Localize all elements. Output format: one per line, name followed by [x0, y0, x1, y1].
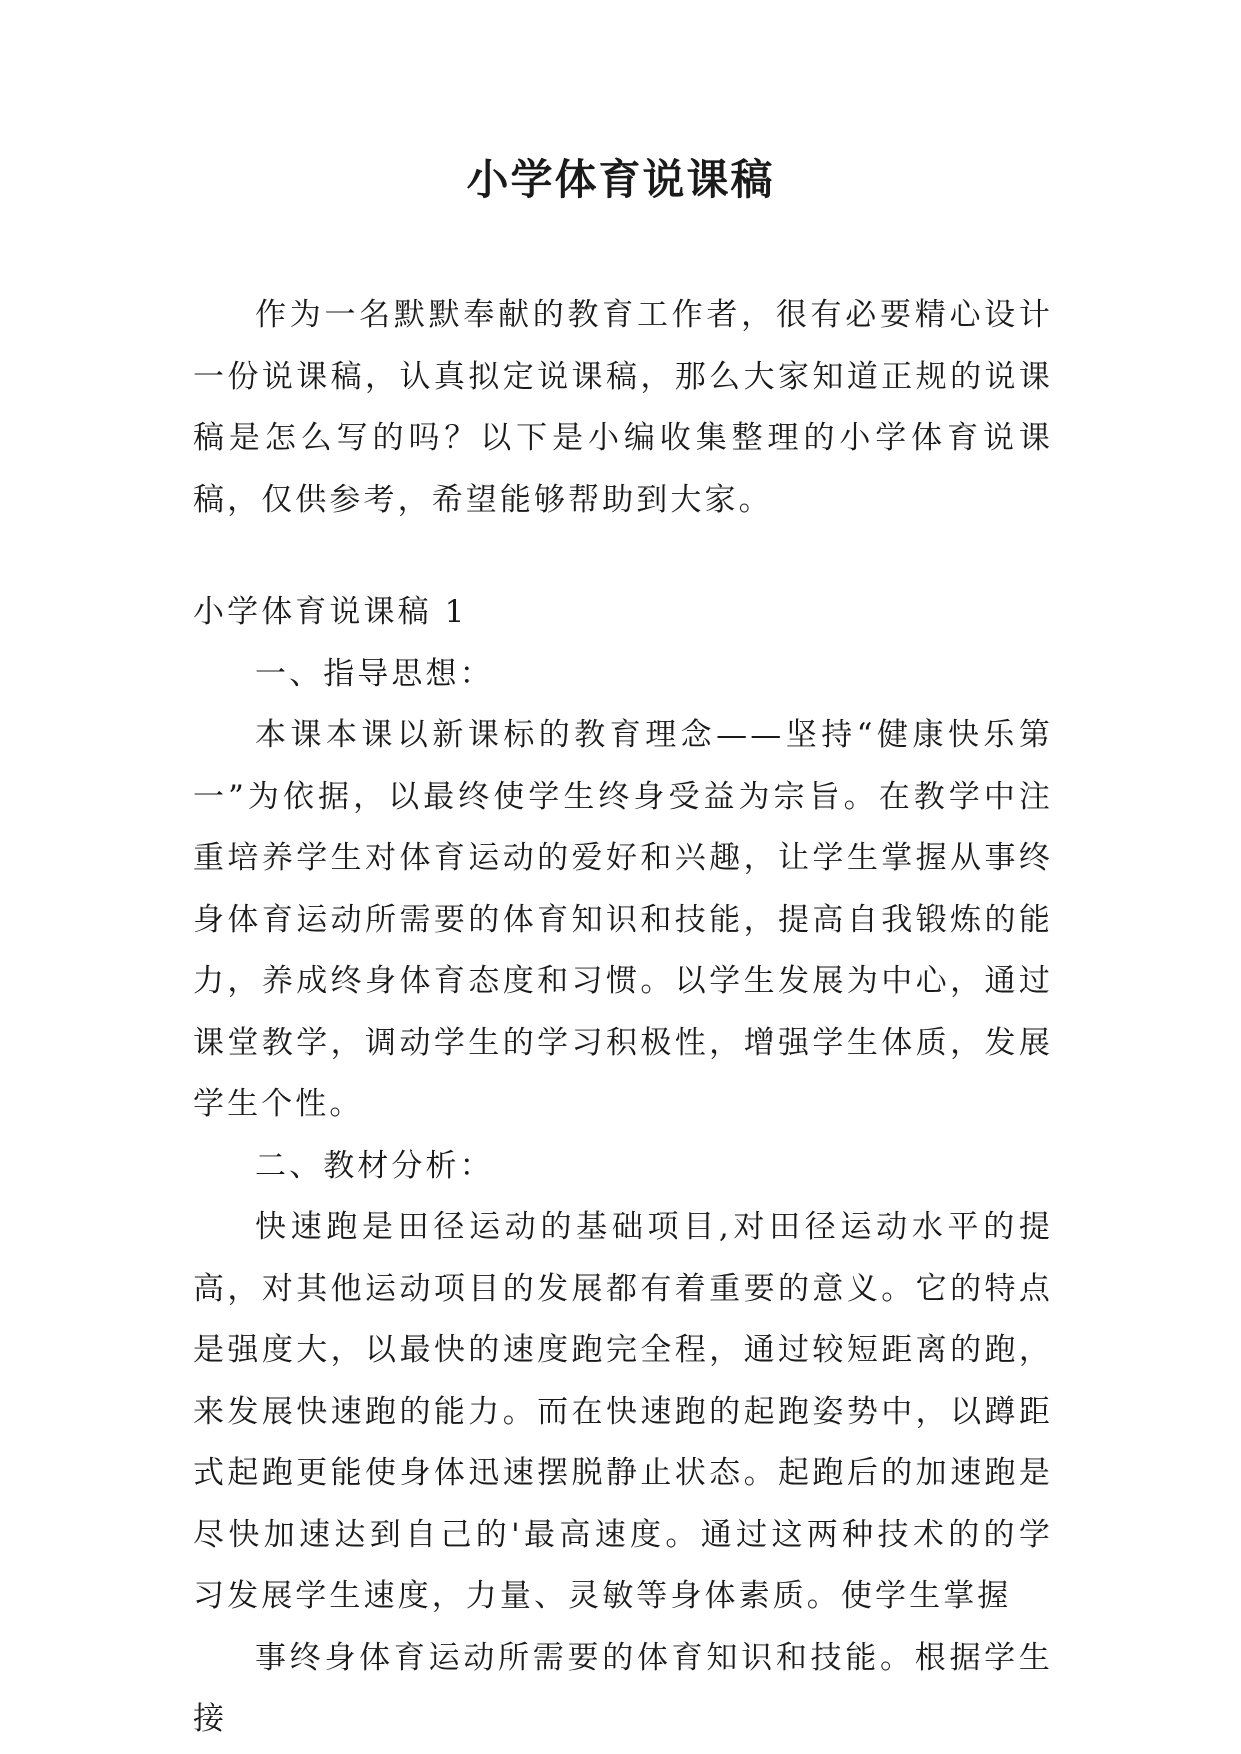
paragraph-gap [193, 531, 1053, 582]
body-paragraph: 事终身体育运动所需要的体育知识和技能。根据学生接 [193, 1639, 1053, 1737]
intro-paragraph: 作为一名默默奉献的教育工作者，很有必要精心设计一份说课稿，认真拟定说课稿，那么大家知道正规的说课稿是怎么写的吗？以下是小编收集整理的小学体育说课稿，仅供参考，希望能够帮助到大家。 [193, 297, 1053, 518]
body-paragraph: 快速跑是田径运动的基础项目,对田径运动水平的提高，对其他运动项目的发展都有着重要的意义。它的特点是强度大，以最快的速度跑完全程，通过较短距离的跑，来发展快速跑的能力。而在快速跑的起跑姿势中，以蹲距式起跑更能使身体迅速摆脱静止状态。起跑后的加速跑是尽快加速达到自己的'最高速度。通过这两种技术的的学习发展学生速度，力量、灵敏等身体素质。使学生掌握 [193, 1209, 1053, 1614]
section-heading: 小学体育说课稿 1 [193, 594, 468, 630]
body-paragraph: 本课本课以新课标的教育理念——坚持“健康快乐第一”为依据，以最终使学生终身受益为宗旨。在教学中注重培养学生对体育运动的爱好和兴趣，让学生掌握从事终身体育运动所需要的体育知识和技能，提高自我锻炼的能力，养成终身体育态度和习惯。以学生发展为中心，通过课堂教学，调动学生的学习积极性，增强学生体质，发展学生个性。 [193, 717, 1053, 1122]
document-body [193, 285, 1053, 1751]
subheading-guiding-thought: 一、指导思想： [255, 655, 494, 692]
document-title: 小学体育说课稿 [466, 155, 775, 204]
subheading-material-analysis: 二、教材分析： [255, 1147, 494, 1184]
